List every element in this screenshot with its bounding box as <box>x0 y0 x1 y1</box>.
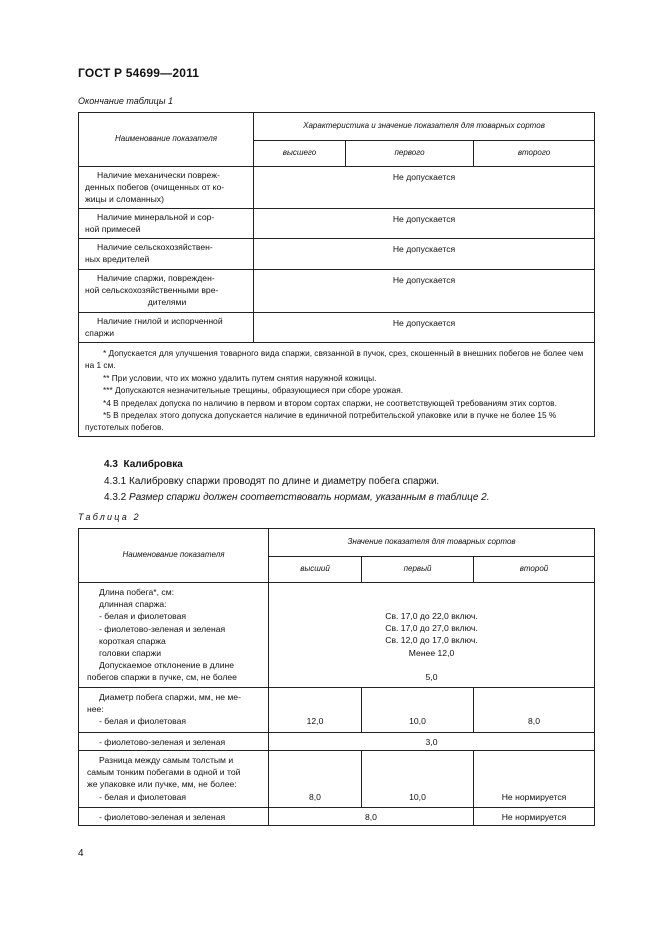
footnote: *4 В пределах допуска по наличию в первом и втором сортах спаржи, не соответствующей требованиям этих сортов. <box>103 397 557 408</box>
table2-col-name: Наименование показателя <box>79 529 269 583</box>
value-cell: Не нормируется <box>474 751 595 808</box>
row-label: Наличие сельскохозяйствен- ных вредителей <box>79 239 254 270</box>
footnote: *** Допускаются незначительные трещины, образующиеся при сборе урожая. <box>103 385 404 396</box>
row-value: Не допускается <box>254 209 595 239</box>
row-label: - фиолетово-зеленая и зеленая <box>79 808 269 826</box>
table-row <box>79 209 595 239</box>
row-value: Не допускается <box>254 239 595 270</box>
table-row <box>79 583 595 688</box>
row-label: Наличие спаржи, поврежден- ной сельскохозяйственными вре- дителями <box>79 270 254 313</box>
table1-notes <box>79 343 595 437</box>
value-cell: 8,0 <box>474 688 595 733</box>
table1-grade-premium: высшего <box>254 141 346 167</box>
document-id: ГОСТ Р 54699—2011 <box>78 66 200 80</box>
row-label: Наличие минеральной и сор- ной примесей <box>79 209 254 239</box>
table-row <box>79 688 595 733</box>
row-label: Длина побега*, см: длинная спаржа: - белая и фиолетовая - фиолетово-зеленая и зеленая короткая спаржа головки спаржи Допускаемое отклонение в длине побегов спаржи в пучке, см, не более <box>79 583 269 688</box>
footnote: *5 В пределах этого допуска допускается наличие в единичной потребительской упаковке или в пучке не более 15 % пустотелых побегов. <box>85 410 557 433</box>
table1-caption: Окончание таблицы 1 <box>78 96 173 106</box>
table2 <box>78 528 595 826</box>
value-cell: 8,0 <box>269 751 362 808</box>
footnote: * Допускается для улучшения товарного вида спаржи, связанной в пучок, срез, скошенный в внешних побегов не более чем на 1 см. <box>85 348 584 371</box>
table1-col-name: Наименование показателя <box>79 113 254 167</box>
table-row <box>79 167 595 209</box>
table-row <box>79 808 595 826</box>
page-number: 4 <box>78 848 84 859</box>
table-row <box>79 313 595 343</box>
row-label: Разница между самым толстым и самым тонким побегами в одной и той же упаковке или пучке, мм, не более: - белая и фиолетовая <box>79 751 269 808</box>
table-row <box>79 751 595 808</box>
section-heading: 4.3 Калибровка <box>104 459 183 470</box>
value-cell: 8,0 <box>269 808 474 826</box>
footnote: ** При условии, что их можно удалить путем снятия наружной кожицы. <box>103 372 377 383</box>
table-row <box>79 733 595 751</box>
row-label: Наличие гнилой и испорченной спаржи <box>79 313 254 343</box>
row-value: Не допускается <box>254 270 595 313</box>
paragraph-4-3-2: 4.3.2 Размер спаржи должен соответствовать нормам, указанным в таблице 2. <box>104 492 490 503</box>
table2-grade-premium: высший <box>269 557 362 583</box>
table1-col-group: Характеристика и значение показателя для товарных сортов <box>254 113 595 141</box>
table1-grade-second: второго <box>474 141 595 167</box>
row-value: Не допускается <box>254 167 595 209</box>
value-cell: Не нормируется <box>474 808 595 826</box>
value-cell: 3,0 <box>269 733 595 751</box>
table2-grade-first: первый <box>362 557 474 583</box>
table1-notes-row <box>79 343 595 437</box>
table-row <box>79 239 595 270</box>
paragraph-4-3-1: 4.3.1 Калибровку спаржи проводят по длине и диаметру побега спаржи. <box>104 476 440 487</box>
table2-grade-second: второй <box>474 557 595 583</box>
value-cell: 10,0 <box>362 751 474 808</box>
row-label: Наличие механически повреж- денных побегов (очищенных от ко- жицы и сломанных) <box>79 167 254 209</box>
row-label: Диаметр побега спаржи, мм, не ме- нее: - белая и фиолетовая <box>79 688 269 733</box>
length-values: Св. 17,0 до 22,0 включ. Св. 17,0 до 27,0 включ. Св. 12,0 до 17,0 включ. Менее 12,0 5,0 <box>269 583 595 688</box>
table2-caption: Таблица 2 <box>78 512 141 522</box>
value-cell: 10,0 <box>362 688 474 733</box>
table1-grade-first: первого <box>346 141 474 167</box>
table1 <box>78 112 595 437</box>
table2-col-group: Значение показателя для товарных сортов <box>269 529 595 557</box>
table-row <box>79 270 595 313</box>
value-cell: 12,0 <box>269 688 362 733</box>
row-value: Не допускается <box>254 313 595 343</box>
row-label: - фиолетово-зеленая и зеленая <box>79 733 269 751</box>
